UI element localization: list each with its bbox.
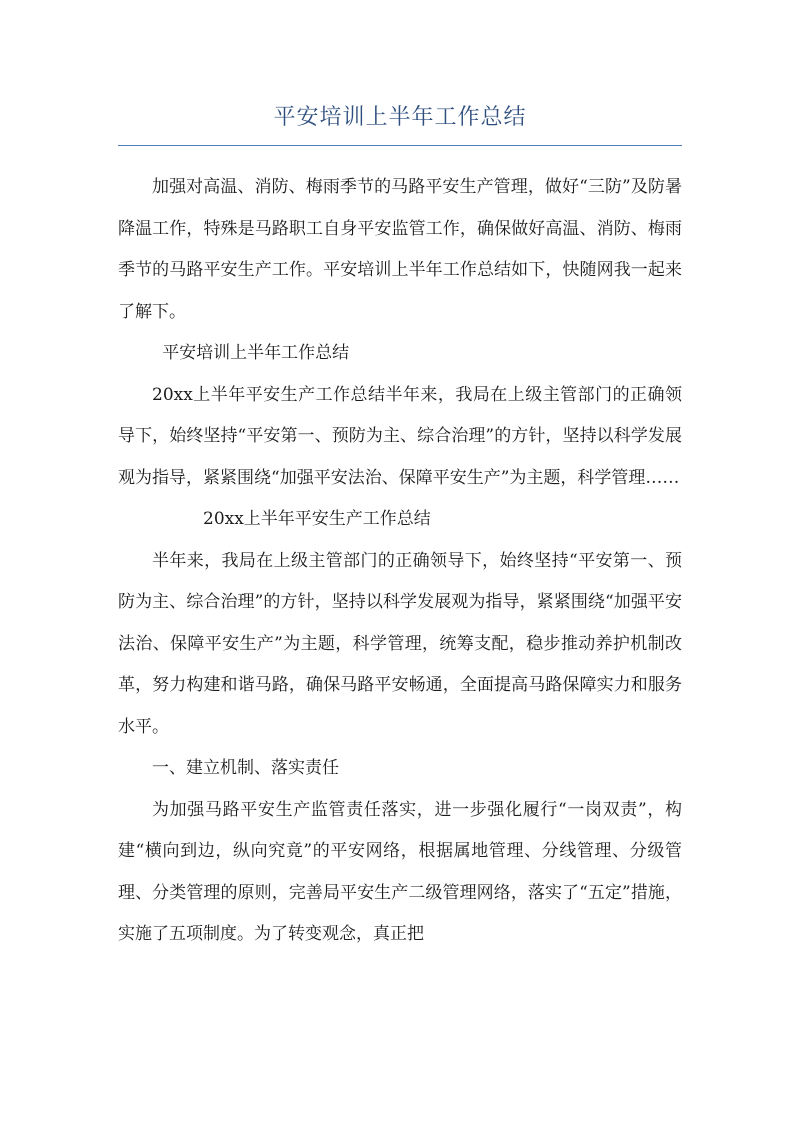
section-subheading: 平安培训上半年工作总结	[162, 343, 350, 363]
section-one-paragraph: 为加强马路平安生产监管责任落实，进一步强化履行“一岗双责”，构建“横向到边，纵向究竟”的平安网络，根据属地管理、分线管理、分级管理、分类管理的原则，完善局平安生产二级管理网络，落实了“五定”措施，实施了五项制度。为了转变观念，真正把	[118, 799, 682, 944]
report-subheading: 20xx上半年平安生产工作总结	[203, 509, 431, 529]
title-underline-divider	[118, 145, 682, 146]
summary-excerpt-paragraph: 20xx上半年平安生产工作总结半年来，我局在上级主管部门的正确领导下，始终坚持“平安第一、预防为主、综合治理”的方针，坚持以科学发展观为指导，紧紧围绕“加强平安法治、保障平安生产”为主题，科学管理……	[118, 384, 682, 488]
section-one-heading: 一、建立机制、落实责任	[152, 758, 339, 778]
report-overview-paragraph: 半年来，我局在上级主管部门的正确领导下，始终坚持“平安第一、预防为主、综合治理”的方针，坚持以科学发展观为指导，紧紧围绕“加强平安法治、保障平安生产”为主题，科学管理，统筹支配，稳步推动养护机制改革，努力构建和谐马路，确保马路平安畅通，全面提高马路保障实力和服务水平。	[118, 550, 682, 737]
document-title: 平安培训上半年工作总结	[273, 105, 527, 130]
document-body	[118, 167, 682, 956]
intro-paragraph: 加强对高温、消防、梅雨季节的马路平安生产管理，做好“三防”及防暑降温工作，特殊是马路职工自身平安监管工作，确保做好高温、消防、梅雨季节的马路平安生产工作。平安培训上半年工作总结如下，快随网我一起来了解下。	[118, 177, 682, 322]
